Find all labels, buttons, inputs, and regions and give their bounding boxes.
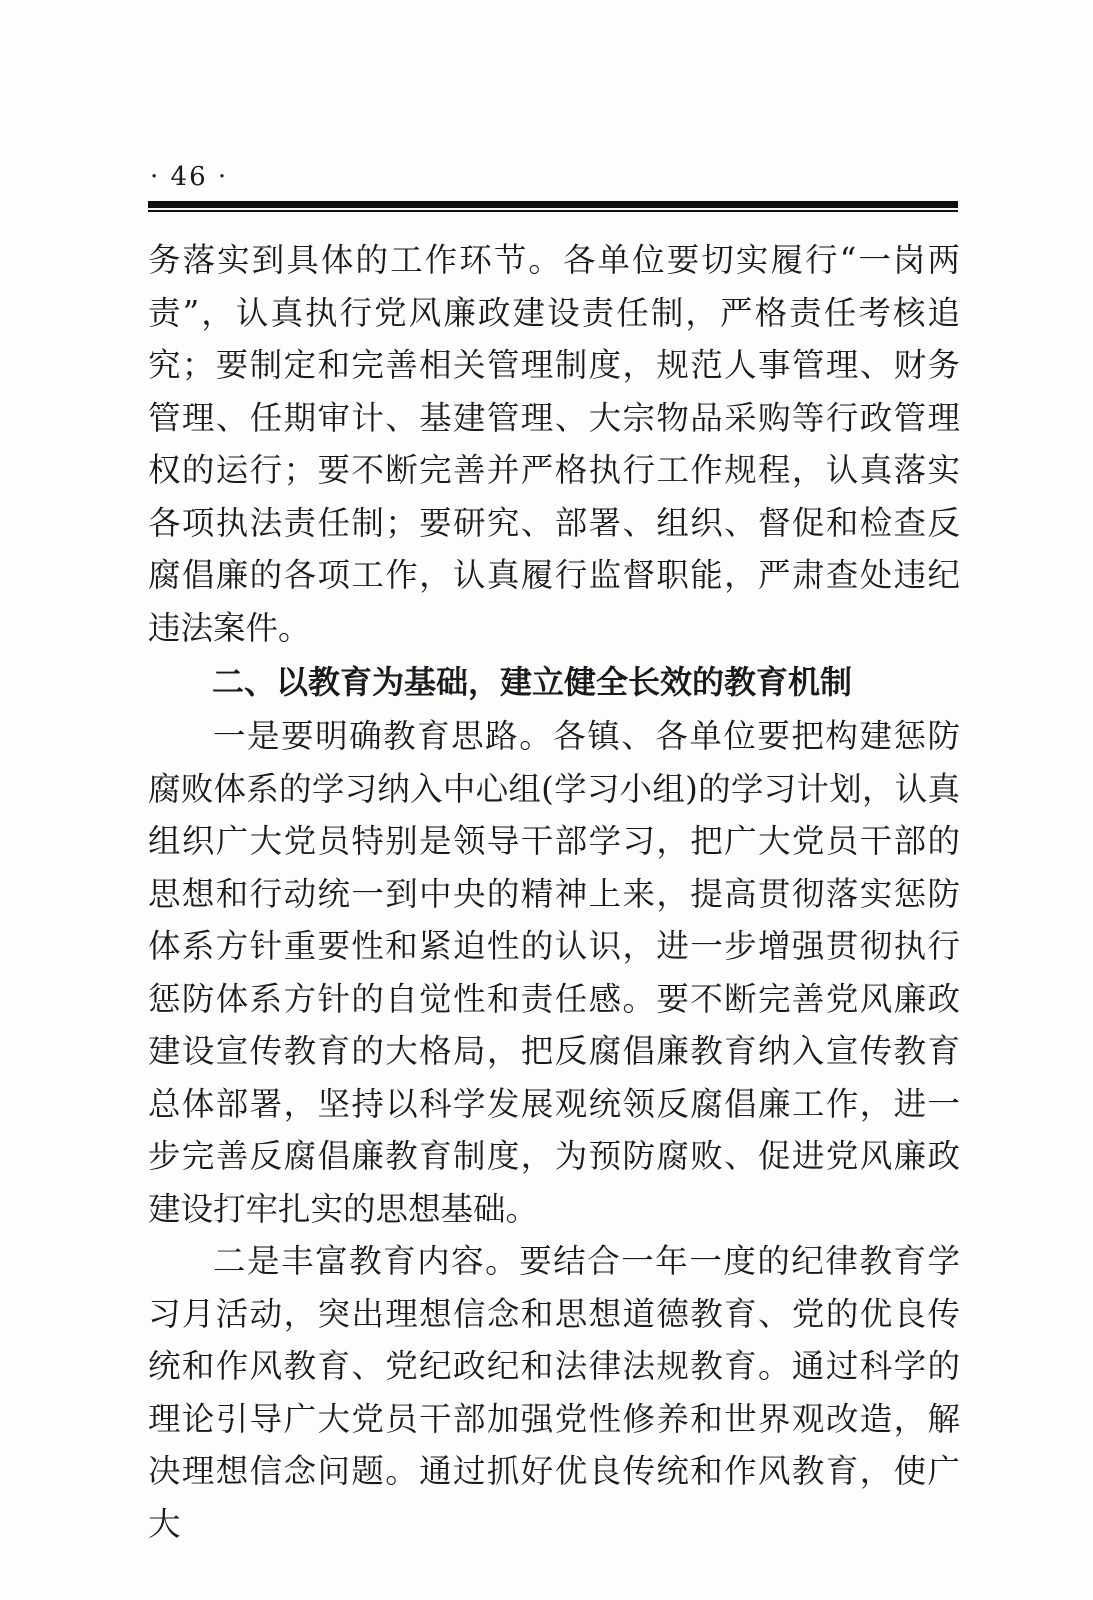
body-text	[148, 234, 960, 1550]
header-rule-thick	[148, 201, 958, 208]
paragraph-education-approach: 一是要明确教育思路。各镇、各单位要把构建惩防腐败体系的学习纳入中心组(学习小组)的学习计划，认真组织广大党员特别是领导干部学习，把广大党员干部的思想和行动统一到中央的精神上来，提高贯彻落实惩防体系方针重要性和紧迫性的认识，进一步增强贯彻执行惩防体系方针的自觉性和责任感。要不断完善党风廉政建设宣传教育的大格局，把反腐倡廉教育纳入宣传教育总体部署，坚持以科学发展观统领反腐倡廉工作，进一步完善反腐倡廉教育制度，为预防腐败、促进党风廉政建设打牢扎实的思想基础。	[148, 717, 960, 1228]
section-heading: 二、以教育为基础，建立健全长效的教育机制	[212, 663, 853, 701]
page-number: · 46 ·	[150, 162, 229, 192]
header-rule-thin	[148, 210, 958, 212]
paragraph-continued: 务落实到具体的工作环节。各单位要切实履行“一岗两责”，认真执行党风廉政建设责任制，严格责任考核追究；要制定和完善相关管理制度，规范人事管理、财务管理、任期审计、基建管理、大宗物品采购等行政管理权的运行；要不断完善并严格执行工作规程，认真落实各项执法责任制；要研究、部署、组织、督促和检查反腐倡廉的各项工作，认真履行监督职能，严肃查处违纪违法案件。	[148, 241, 960, 647]
paragraph-education-content: 二是丰富教育内容。要结合一年一度的纪律教育学习月活动，突出理想信念和思想道德教育、党的优良传统和作风教育、党纪政纪和法律法规教育。通过科学的理论引导广大党员干部加强党性修养和世界观改造，解决理想信念问题。通过抓好优良传统和作风教育，使广大	[148, 1242, 960, 1543]
